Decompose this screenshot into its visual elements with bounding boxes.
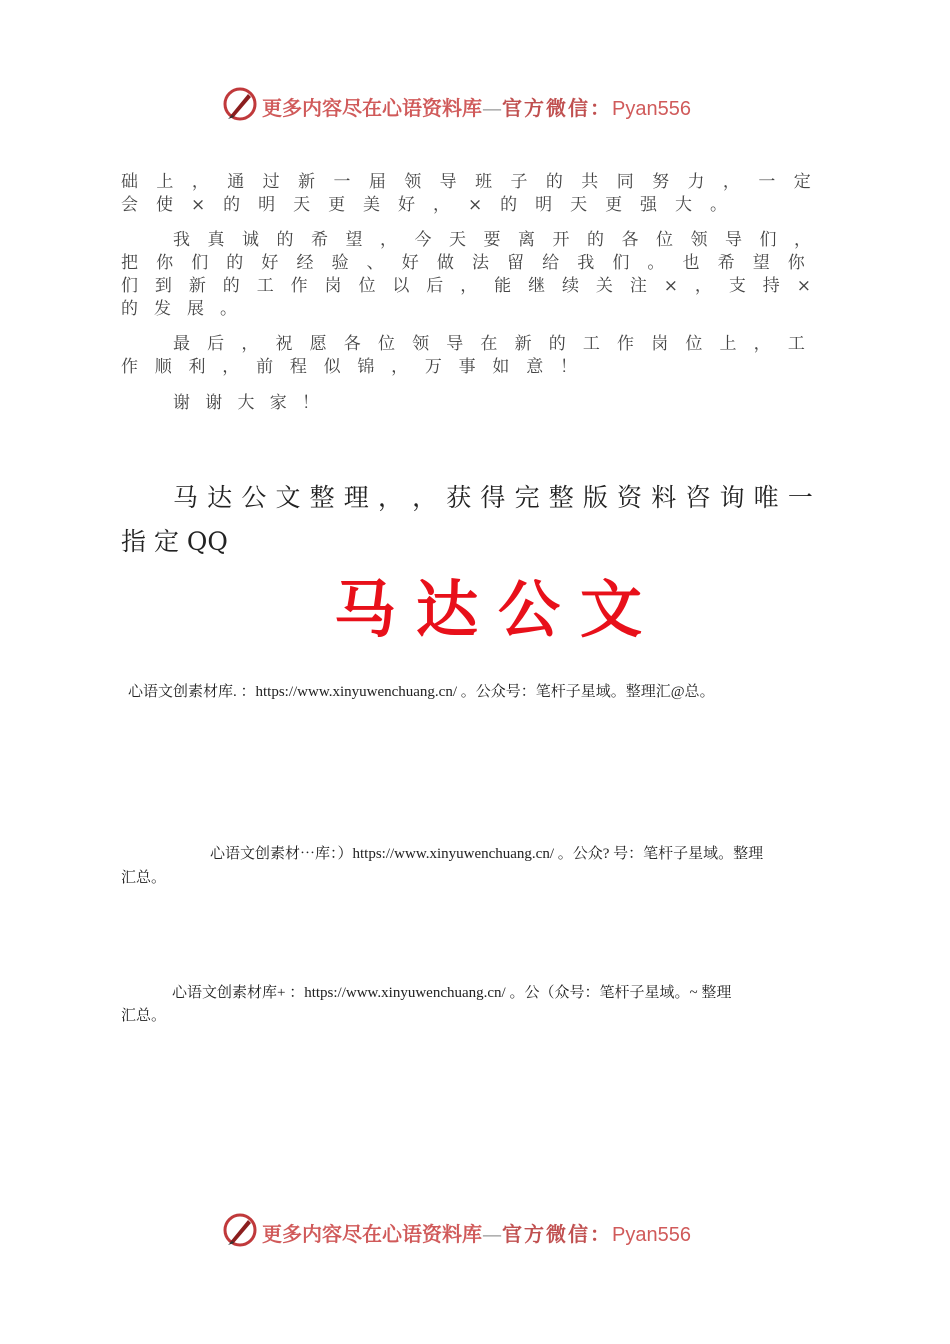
note-3-line-1: 心语文创素材库+ ：https://www.xinyuwenchuang.cn/ 。公（众号：笔杆子星域。~ 整理 (172, 985, 732, 1001)
paragraph-3 (121, 333, 811, 379)
char: 天 (570, 195, 588, 215)
char: 最 (173, 334, 190, 354)
promo-line-1-chars (173, 476, 813, 520)
char: 唯 (753, 483, 779, 512)
char: 同 (616, 172, 634, 192)
char: 的 (223, 195, 241, 215)
char: 导 (439, 172, 457, 192)
char: 的 (276, 230, 294, 250)
char: × (190, 195, 206, 215)
char: 望 (345, 230, 363, 250)
char: 努 (652, 172, 670, 192)
char: 领 (412, 334, 430, 354)
char: 前 (256, 357, 274, 377)
char: 的 (121, 299, 138, 319)
paragraph-4 (121, 392, 811, 415)
char: ， (241, 334, 259, 354)
char: 谢 (173, 393, 190, 413)
char: 们 (121, 276, 138, 296)
char: 领 (404, 172, 422, 192)
char: ， (412, 483, 438, 512)
char: 们 (191, 253, 209, 273)
para1-line1 (121, 171, 811, 194)
char: 明 (535, 195, 553, 215)
char: 各 (621, 230, 639, 250)
char: 岗 (324, 276, 342, 296)
para2-line2 (121, 252, 805, 275)
char: 谢 (205, 393, 223, 413)
char: 关 (595, 276, 613, 296)
char: 大 (675, 195, 692, 215)
char: 整 (548, 483, 574, 512)
char: 锦 (357, 357, 375, 377)
para2-line3 (121, 275, 811, 298)
char: 强 (640, 195, 658, 215)
char: 续 (561, 276, 579, 296)
char: 万 (424, 357, 442, 377)
char: 马 (173, 483, 199, 512)
char: 领 (690, 230, 708, 250)
char: 询 (719, 483, 745, 512)
char: 定 (793, 172, 811, 192)
char: 文 (275, 483, 301, 512)
char: 留 (507, 253, 525, 273)
char: ， (380, 230, 397, 250)
char: 岗 (651, 334, 669, 354)
char: ， (432, 195, 450, 215)
char: 子 (510, 172, 528, 192)
char: 顺 (154, 357, 172, 377)
char: 位 (358, 276, 376, 296)
char: × (796, 276, 811, 296)
char: 新 (188, 276, 206, 296)
char: 过 (262, 172, 280, 192)
char: 验 (331, 253, 349, 273)
char: 班 (475, 172, 493, 192)
char: 位 (377, 334, 395, 354)
char: 好 (398, 195, 415, 215)
char: 离 (518, 230, 535, 250)
char: 在 (480, 334, 498, 354)
char: 发 (154, 299, 171, 319)
char: × (663, 276, 678, 296)
char: 导 (725, 230, 742, 250)
header-banner (222, 86, 742, 126)
char: 位 (656, 230, 673, 250)
char: 。 (220, 299, 237, 319)
char: × (467, 195, 483, 215)
char: 希 (311, 230, 328, 250)
char: 如 (492, 357, 510, 377)
char: 届 (368, 172, 386, 192)
promo-line-1 (121, 476, 813, 520)
char: 作 (121, 357, 138, 377)
char: 大 (237, 393, 255, 413)
char: 要 (483, 230, 501, 250)
char: 开 (552, 230, 570, 250)
char: 。 (709, 195, 727, 215)
char: 后 (207, 334, 225, 354)
char: 你 (787, 253, 805, 273)
char: 天 (449, 230, 466, 250)
char: 一 (333, 172, 351, 192)
char: 位 (685, 334, 703, 354)
char: 上 (719, 334, 737, 354)
char: 祝 (275, 334, 293, 354)
char: 工 (582, 334, 600, 354)
pen-logo-icon (222, 86, 258, 122)
char: 整 (309, 483, 335, 512)
char: 工 (256, 276, 274, 296)
char: ！ (302, 393, 319, 413)
char: 通 (227, 172, 245, 192)
char: 新 (514, 334, 532, 354)
char: ， (794, 230, 811, 250)
char: 你 (156, 253, 174, 273)
char: 版 (582, 483, 608, 512)
para3-line2 (121, 356, 577, 379)
char: 好 (261, 253, 279, 273)
char: 天 (293, 195, 311, 215)
char: 作 (617, 334, 635, 354)
char: 咨 (685, 483, 711, 512)
char: 会 (121, 195, 138, 215)
char: ， (377, 483, 403, 512)
char: 希 (717, 253, 735, 273)
note-1: 心语文创素材库. ：https://www.xinyuwenchuang.cn/ 。公众号：笔杆子星域。整理汇@总。 (128, 684, 715, 700)
char: 似 (323, 357, 341, 377)
char: 共 (581, 172, 599, 192)
char: 使 (155, 195, 173, 215)
char: 导 (446, 334, 464, 354)
char: 获 (446, 483, 472, 512)
char: 我 (577, 253, 595, 273)
char: 的 (226, 253, 244, 273)
char: 资 (617, 483, 643, 512)
char: 以 (392, 276, 410, 296)
char: 美 (363, 195, 381, 215)
char: 继 (528, 276, 546, 296)
char: 完 (514, 483, 540, 512)
char: 们 (759, 230, 777, 250)
note-2-line-1: 心语文创素材⋯库：）https://www.xinyuwenchuang.cn/ 。公众? 号：笔杆子星域。整理 (210, 846, 764, 862)
char: 到 (154, 276, 172, 296)
char: 们 (612, 253, 630, 273)
char: ， (753, 334, 771, 354)
char: 我 (173, 230, 190, 250)
char: 展 (187, 299, 204, 319)
header-banner-text: 更多内容尽在心语资料库—官方微信：Pyan556 (262, 96, 691, 120)
char: 础 (121, 172, 138, 192)
char: ， (191, 172, 209, 192)
footer-banner (222, 1212, 742, 1252)
char: 的 (545, 172, 563, 192)
brand-stamp: 马达公文 (334, 573, 663, 646)
note-2-line-2: 汇总。 (121, 870, 167, 886)
char: ， (391, 357, 409, 377)
char: 利 (188, 357, 206, 377)
promo-line-2: 指 定 QQ (121, 527, 228, 556)
char: 事 (458, 357, 476, 377)
char: 今 (414, 230, 432, 250)
char: 做 (436, 253, 454, 273)
char: 明 (258, 195, 276, 215)
char: 后 (426, 276, 444, 296)
char: 法 (471, 253, 489, 273)
char: 上 (156, 172, 174, 192)
char: ， (460, 276, 478, 296)
char: 工 (787, 334, 805, 354)
char: 程 (289, 357, 307, 377)
char: 给 (542, 253, 560, 273)
char: 各 (343, 334, 361, 354)
char: 持 (762, 276, 780, 296)
char: 。 (647, 253, 665, 273)
char: 的 (500, 195, 518, 215)
char: 新 (298, 172, 316, 192)
char: 一 (787, 483, 813, 512)
char: ， (222, 357, 240, 377)
char: 的 (548, 334, 566, 354)
paragraph-2 (121, 229, 811, 321)
char: 作 (290, 276, 308, 296)
char: 注 (629, 276, 647, 296)
char: 家 (269, 393, 287, 413)
char: 的 (222, 276, 240, 296)
char: 料 (651, 483, 677, 512)
para1-line2 (121, 194, 727, 217)
char: 更 (605, 195, 623, 215)
paragraph-1 (121, 171, 811, 217)
char: 的 (587, 230, 604, 250)
char: 一 (758, 172, 776, 192)
char: 支 (728, 276, 746, 296)
para3-line1 (173, 333, 805, 356)
char: 得 (480, 483, 506, 512)
pen-logo-icon (222, 1212, 258, 1248)
char: 经 (296, 253, 314, 273)
para2-line4 (121, 298, 237, 321)
char: ， (694, 276, 712, 296)
char: 好 (401, 253, 419, 273)
char: ， (722, 172, 740, 192)
char: ！ (559, 357, 577, 377)
char: 望 (752, 253, 770, 273)
char: 意 (526, 357, 544, 377)
char: 达 (207, 483, 233, 512)
note-3-line-2: 汇总。 (121, 1008, 167, 1024)
char: 也 (682, 253, 700, 273)
char: 更 (328, 195, 346, 215)
char: 力 (687, 172, 705, 192)
char: 能 (494, 276, 512, 296)
char: 真 (207, 230, 225, 250)
char: 愿 (309, 334, 327, 354)
char: 把 (121, 253, 138, 273)
char: 、 (366, 253, 384, 273)
char: 公 (241, 483, 267, 512)
para4-line1 (173, 392, 319, 415)
char: 诚 (242, 230, 259, 250)
char: 理 (343, 483, 369, 512)
para2-line1 (173, 229, 811, 252)
footer-banner-text: 更多内容尽在心语资料库—官方微信：Pyan556 (262, 1222, 691, 1246)
